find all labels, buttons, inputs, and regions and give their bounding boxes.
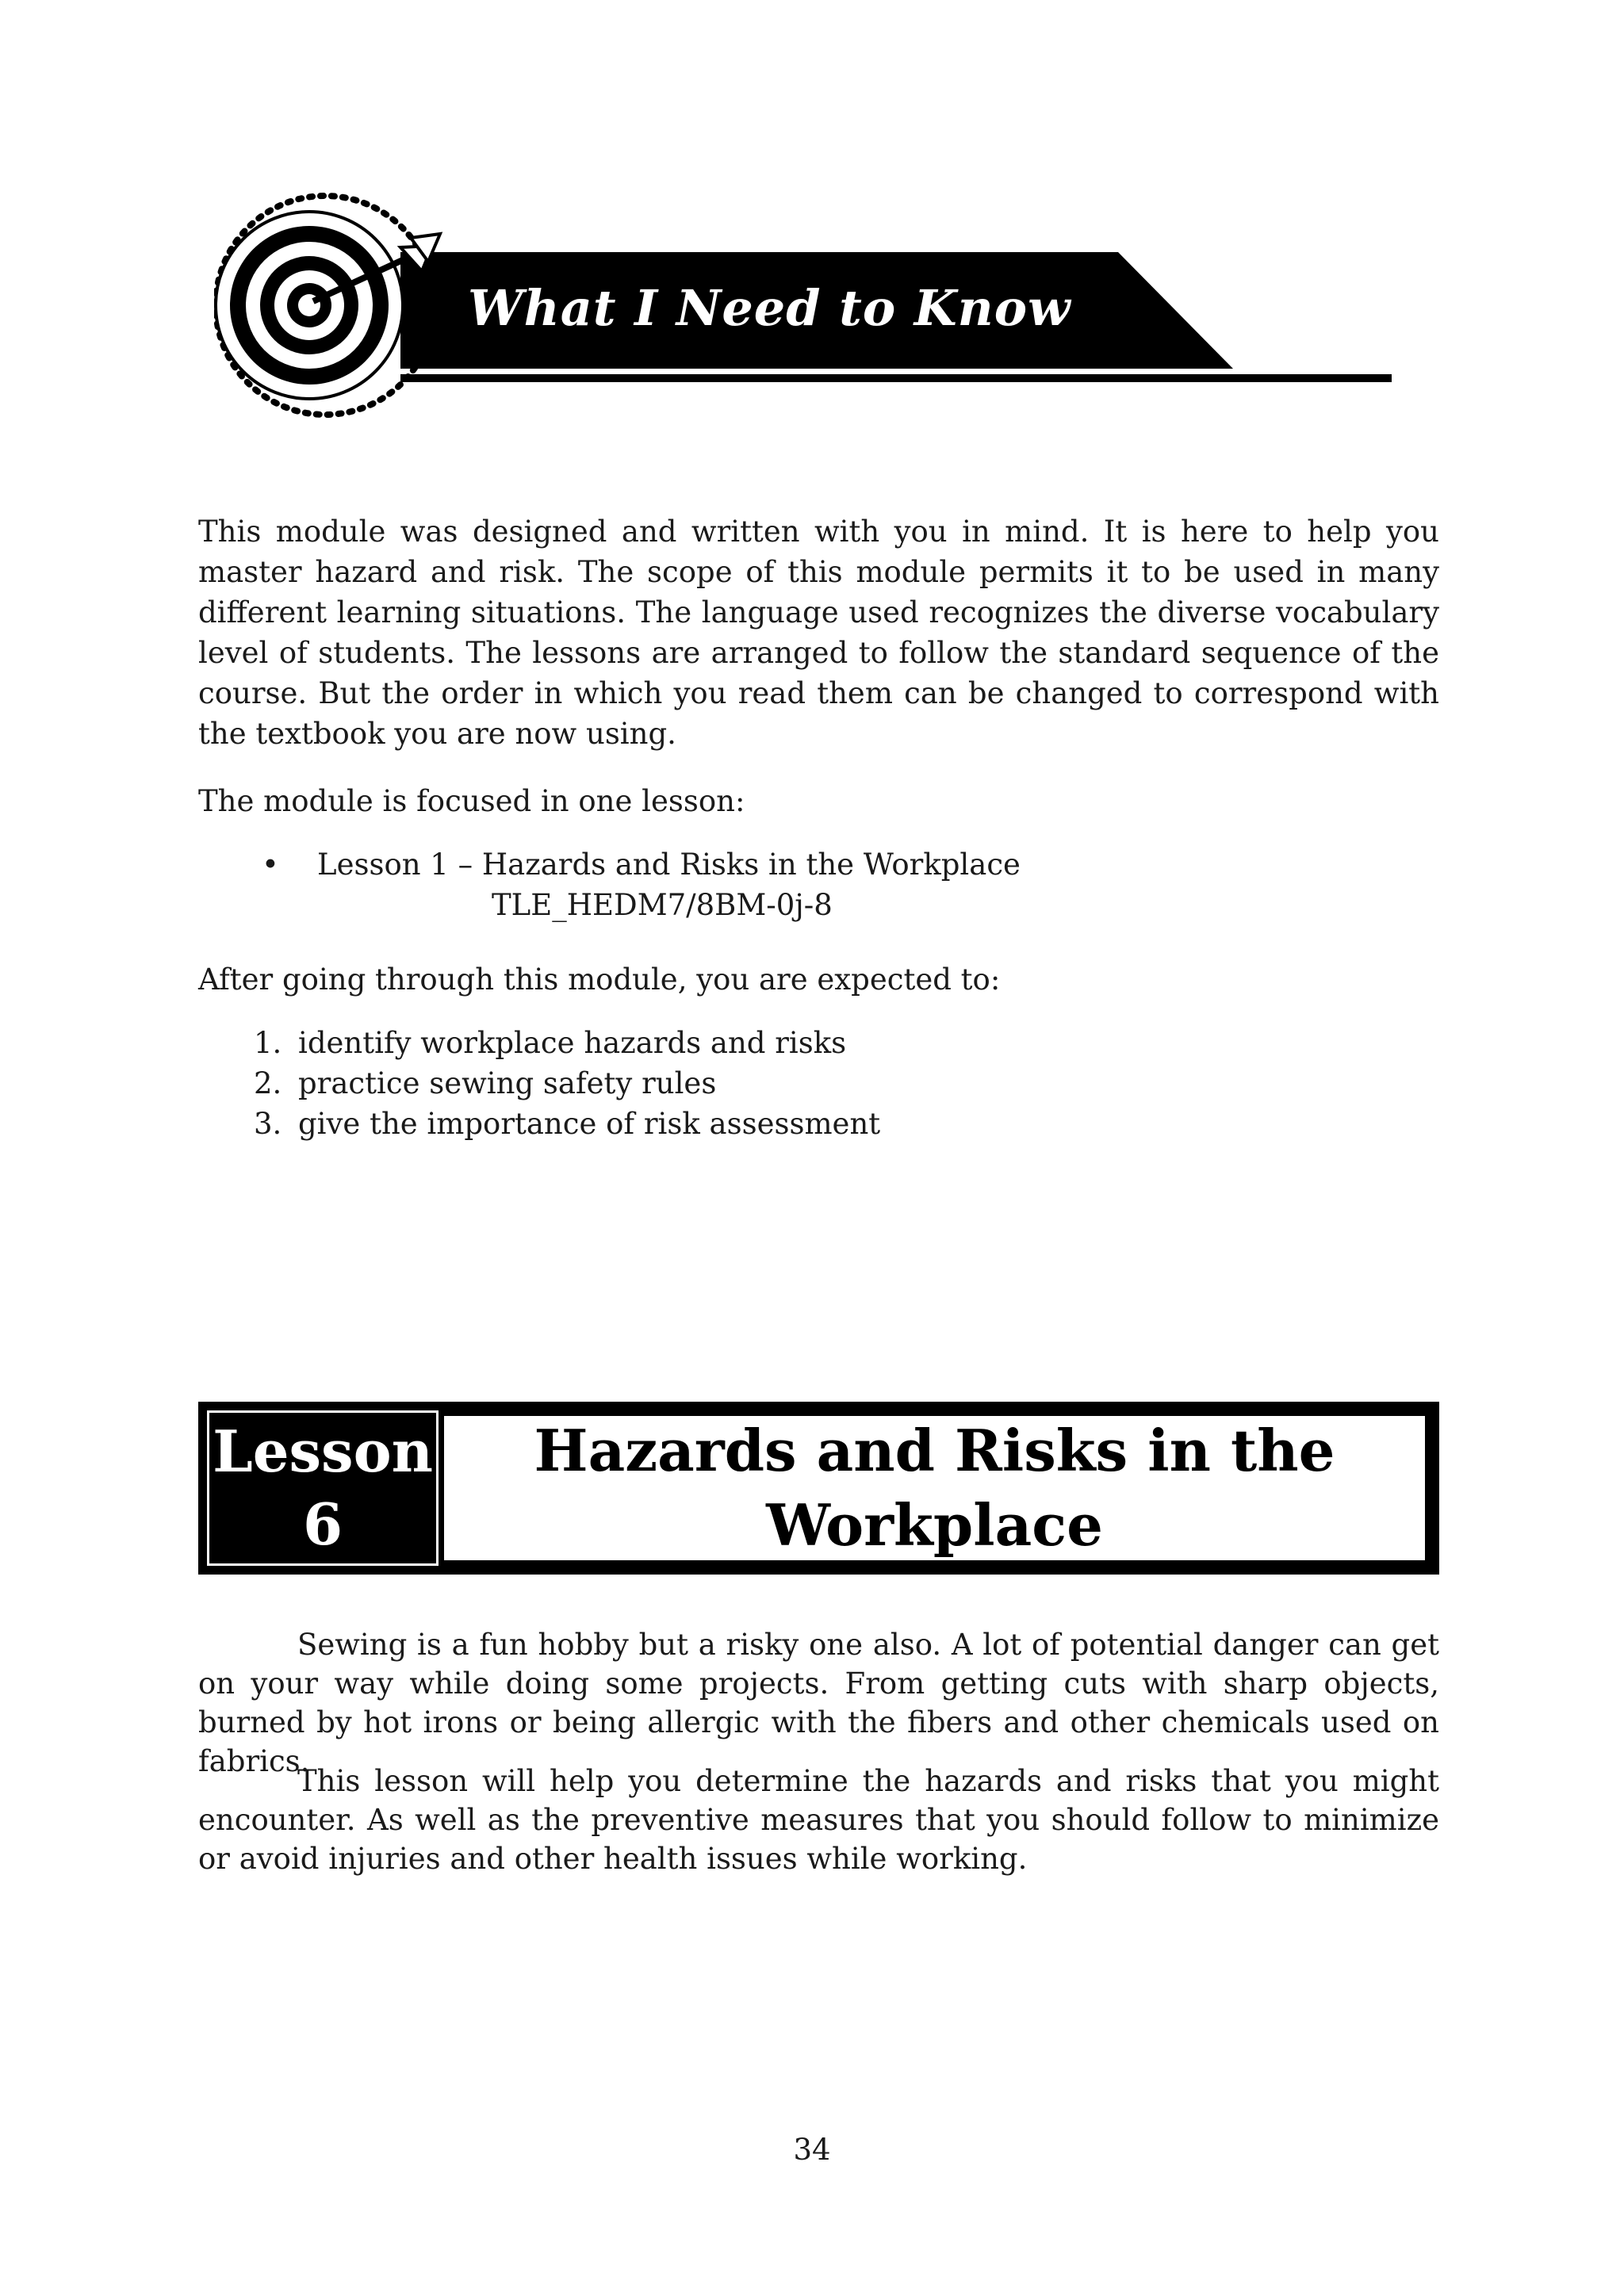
- lesson-title-line2: Workplace: [766, 1491, 1103, 1559]
- list-item: [254, 1063, 880, 1104]
- list-item: [262, 885, 1021, 925]
- lesson-title-line1: Hazards and Risks in the: [534, 1417, 1335, 1484]
- lesson-paragraph-1: Sewing is a fun hobby but a risky one also. A lot of potential danger can get on your way while doing some projects. From getting cuts with sharp objects, burned by hot irons or being allergic with the fibers and other chemicals used on fabrics.: [198, 1628, 1439, 1778]
- lesson-number: 6: [302, 1490, 343, 1558]
- page-number: 34: [793, 2133, 831, 2167]
- bullet-dot-icon: •: [262, 848, 279, 882]
- lesson-title-block: [442, 1414, 1427, 1563]
- lesson-bullet-label: Lesson 1 – Hazards and Risks in the Workplace: [317, 848, 1021, 882]
- objective-number: 3.: [254, 1107, 282, 1141]
- banner-title: What I Need to Know: [468, 279, 1071, 337]
- objective-number: 2.: [254, 1066, 282, 1100]
- focus-line: The module is focused in one lesson:: [198, 784, 745, 818]
- objective-text: identify workplace hazards and risks: [298, 1026, 847, 1060]
- lesson-header-box: [198, 1402, 1439, 1575]
- section-banner: [214, 190, 1404, 420]
- lesson-word: Lesson: [213, 1418, 433, 1485]
- objective-text: give the importance of risk assessment: [298, 1107, 881, 1141]
- lesson-number-block: [207, 1410, 439, 1566]
- objective-text: practice sewing safety rules: [298, 1066, 717, 1100]
- list-item: [254, 1104, 880, 1144]
- list-item: [262, 844, 1021, 885]
- objectives-list: [254, 1023, 880, 1144]
- lesson-paragraph-2: This lesson will help you determine the hazards and risks that you might encounter. As well as the preventive measures that you should follow to minimize or avoid injuries and other health issues while working.: [198, 1764, 1439, 1876]
- lesson-code: TLE_HEDM7/8BM-0j-8: [492, 888, 833, 922]
- expect-line: After going through this module, you are expected to:: [198, 962, 1001, 997]
- intro-paragraph: This module was designed and written with you in mind. It is here to help you master hazard and risk. The scope of this module permits it to be used in many different learning situations. The language used recognizes the diverse vocabulary level of students. The lessons are arranged to follow the standard sequence of the course. But the order in which you read them can be changed to correspond with the textbook you are now using.: [198, 515, 1439, 751]
- list-item: [254, 1023, 880, 1063]
- lesson-bullet-list: [262, 844, 1021, 925]
- objective-number: 1.: [254, 1026, 282, 1060]
